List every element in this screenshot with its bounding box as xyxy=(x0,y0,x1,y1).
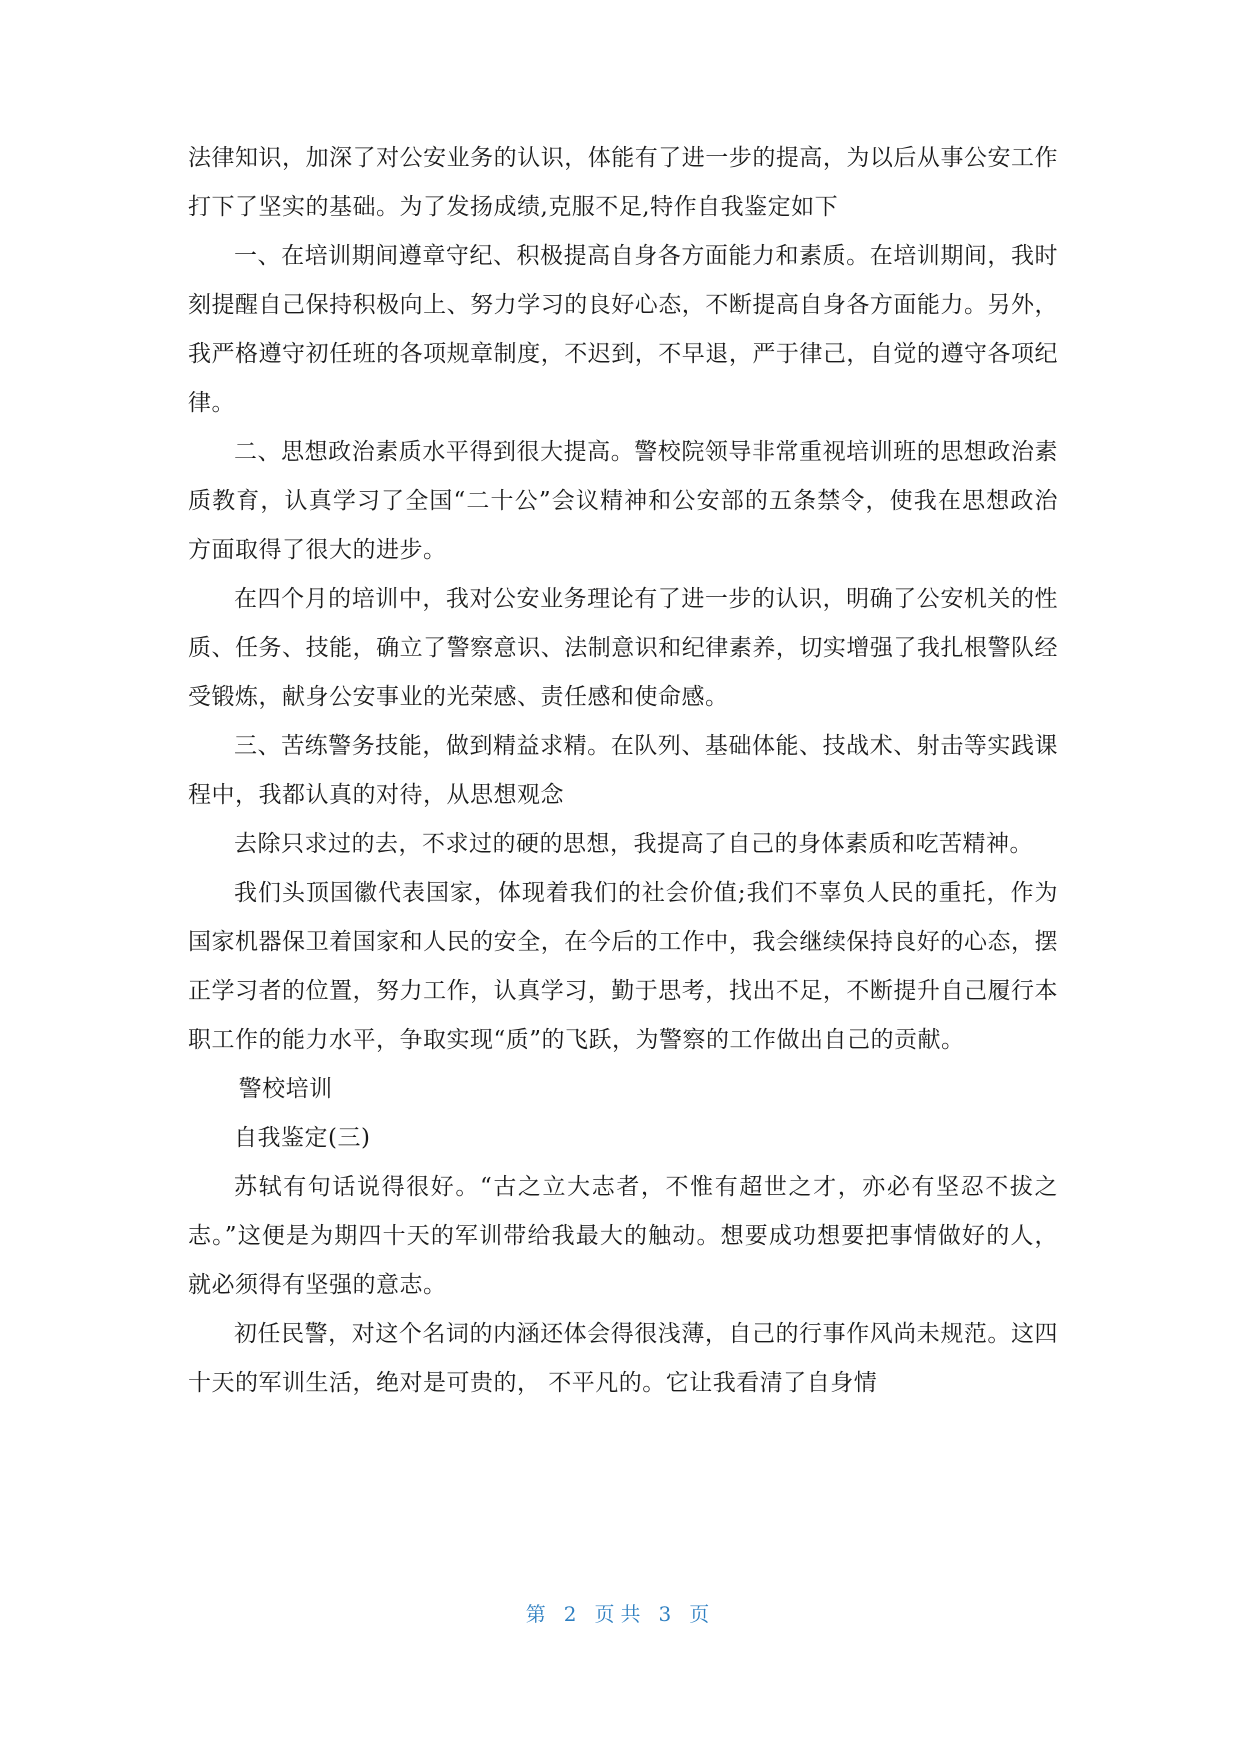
paragraph: 一、在培训期间遵章守纪、积极提高自身各方面能力和素质。在培训期间，我时刻提醒自己保持积极向上、努力学习的良好心态，不断提高自身各方面能力。另外，我严格遵守初任班的各项规章制度，不迟到，不早退，严于律己，自觉的遵守各项纪律。 xyxy=(188,243,1058,416)
paragraph: 去除只求过的去，不求过的硬的思想，我提高了自己的身体素质和吃苦精神。 xyxy=(234,831,1033,857)
paragraph: 在四个月的培训中，我对公安业务理论有了进一步的认识，明确了公安机关的性质、任务、技能，确立了警察意识、法制意识和纪律素养，切实增强了我扎根警队经受锻炼，献身公安事业的光荣感、责任感和使命感。 xyxy=(188,586,1058,710)
section-heading: 警校培训 xyxy=(238,1076,333,1102)
footer-suffix: 页 xyxy=(689,1602,716,1626)
page-footer xyxy=(0,1598,1241,1627)
paragraph: 初任民警，对这个名词的内涵还体会得很浅薄，自己的行事作风尚未规范。这四十天的军训生活，绝对是可贵的， 不平凡的。它让我看清了自身情 xyxy=(188,1321,1058,1396)
footer-total-pages: 3 xyxy=(658,1602,678,1626)
document-body xyxy=(188,134,1058,1408)
paragraph: 法律知识，加深了对公安业务的认识，体能有了进一步的提高，为以后从事公安工作打下了坚实的基础。为了发扬成绩,克服不足,特作自我鉴定如下 xyxy=(188,145,1058,220)
paragraph: 我们头顶国徽代表国家，体现着我们的社会价值;我们不辜负人民的重托，作为国家机器保卫着国家和人民的安全，在今后的工作中，我会继续保持良好的心态，摆正学习者的位置，努力工作，认真学习，勤于思考，找出不足，不断提升自己履行本职工作的能力水平，争取实现“质”的飞跃，为警察的工作做出自己的贡献。 xyxy=(188,880,1058,1053)
paragraph: 三、苦练警务技能，做到精益求精。在队列、基础体能、技战术、射击等实践课程中，我都认真的对待，从思想观念 xyxy=(188,733,1058,808)
section-subheading: 自我鉴定(三) xyxy=(234,1125,371,1151)
footer-prefix: 第 xyxy=(525,1602,552,1626)
paragraph: 苏轼有句话说得很好。“古之立大志者，不惟有超世之才，亦必有坚忍不拔之志。”这便是为期四十天的军训带给我最大的触动。想要成功想要把事情做好的人，就必须得有坚强的意志。 xyxy=(188,1174,1058,1298)
footer-middle: 页共 xyxy=(594,1602,647,1626)
paragraph: 二、思想政治素质水平得到很大提高。警校院领导非常重视培训班的思想政治素质教育，认真学习了全国“二十公”会议精神和公安部的五条禁令，使我在思想政治方面取得了很大的进步。 xyxy=(188,439,1058,563)
footer-current-page: 2 xyxy=(563,1602,583,1626)
